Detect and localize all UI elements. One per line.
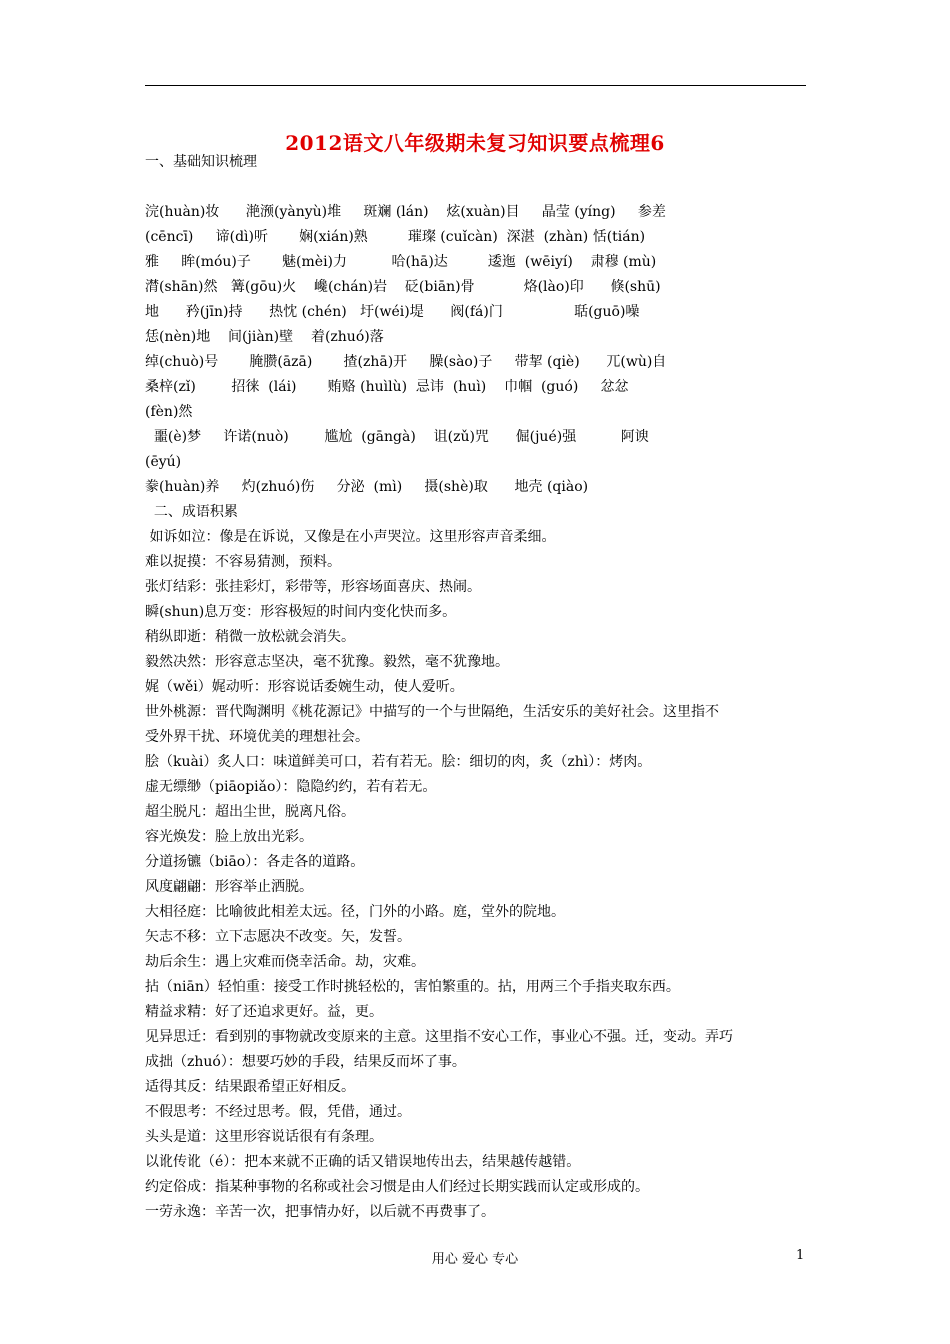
pinyin-block — [145, 200, 806, 500]
idiom-line: 脍（kuài）炙人口：味道鲜美可口，若有若无。脍：细切的肉，炙（zhì）：烤肉。 — [145, 754, 652, 770]
idiom-line: 世外桃源：晋代陶渊明《桃花源记》中描写的一个与世隔绝，生活安乐的美好社会。这里指不 — [145, 704, 719, 720]
idiom-line: 如诉如泣：像是在诉说，又像是在小声哭泣。这里形容声音柔细。 — [145, 529, 556, 545]
idiom-line: 难以捉摸：不容易猜测，预料。 — [145, 554, 341, 570]
idiom-line: 劫后余生：遇上灾难而侥幸活命。劫，灾难。 — [145, 954, 425, 970]
idiom-line: 适得其反：结果跟希望正好相反。 — [145, 1079, 355, 1095]
section-heading-basics: 一、基础知识梳理 — [145, 154, 257, 170]
idiom-line: 瞬(shun)息万变：形容极短的时间内变化快而多。 — [145, 604, 457, 620]
pinyin-line: 潸(shān)然 篝(gōu)火 巉(chán)岩 砭(biān)骨 烙(lào)印 倏(shū) — [145, 279, 661, 295]
pinyin-line: 绰(chuò)号 腌臜(āzā) 揸(zhā)开 臊(sào)子 带挈 (qiè) 兀(wù)自 — [145, 354, 667, 370]
pinyin-line: 地 矜(jīn)持 热忱 (chén) 圩(wéi)堤 阀(fá)门 聒(guō)噪 — [145, 304, 640, 320]
idiom-line: 超尘脱凡：超出尘世，脱离凡俗。 — [145, 804, 355, 820]
idiom-line: 大相径庭：比喻彼此相差太远。径，门外的小路。庭，堂外的院地。 — [145, 904, 565, 920]
idiom-block — [145, 525, 806, 1225]
idiom-line: 风度翩翩：形容举止洒脱。 — [145, 879, 313, 895]
idiom-line: 成拙（zhuó）：想要巧妙的手段，结果反而坏了事。 — [145, 1054, 466, 1070]
idiom-line: 容光焕发：脸上放出光彩。 — [145, 829, 313, 845]
idiom-line: 约定俗成：指某种事物的名称或社会习惯是由人们经过长期实践而认定或形成的。 — [145, 1179, 649, 1195]
idiom-line: 受外界干扰、环境优美的理想社会。 — [145, 729, 369, 745]
document-body — [145, 150, 806, 1225]
page-footer: 用心 爱心 专心 — [431, 1252, 519, 1267]
pinyin-line: 雅 眸(móu)子 魅(mèi)力 哈(hā)达 逶迤 (wēiyí) 肃穆 (mù) — [145, 254, 657, 270]
idiom-line: 精益求精：好了还追求更好。益，更。 — [145, 1004, 383, 1020]
idiom-line: 头头是道：这里形容说话很有有条理。 — [145, 1129, 383, 1145]
pinyin-line: (ēyú) — [145, 454, 182, 470]
header-rule — [145, 85, 806, 86]
idiom-line: 拈（niān）轻怕重：接受工作时挑轻松的，害怕繁重的。拈，用两三个手指夹取东西。 — [145, 979, 680, 995]
pinyin-line: 恁(nèn)地 间(jiàn)壁 着(zhuó)落 — [145, 329, 384, 345]
idiom-line: 以讹传讹（é）：把本来就不正确的话又错误地传出去，结果越传越错。 — [145, 1154, 581, 1170]
section-heading-idioms: 二、成语积累 — [145, 504, 238, 520]
idiom-line: 毅然决然：形容意志坚决，毫不犹豫。毅然，毫不犹豫地。 — [145, 654, 509, 670]
pinyin-line: (fèn)然 — [145, 404, 193, 420]
pinyin-line: 噩(è)梦 许诺(nuò) 尴尬 (gāngà) 诅(zǔ)咒 倔(jué)强 阿谀 — [145, 429, 649, 445]
page-number: 1 — [796, 1248, 805, 1263]
pinyin-line: 桑梓(zǐ) 招徕 (lái) 贿赂 (huìlù) 忌讳 (huì) 巾帼 (guó) 忿忿 — [145, 379, 629, 395]
idiom-line: 矢志不移：立下志愿决不改变。矢，发誓。 — [145, 929, 411, 945]
idiom-line: 一劳永逸：辛苦一次，把事情办好，以后就不再费事了。 — [145, 1204, 495, 1220]
idiom-line: 不假思考：不经过思考。假，凭借，通过。 — [145, 1104, 411, 1120]
pinyin-line: 豢(huàn)养 灼(zhuó)伤 分泌 (mì) 摄(shè)取 地壳 (qiào) — [145, 479, 589, 495]
idiom-line: 张灯结彩：张挂彩灯，彩带等，形容场面喜庆、热闹。 — [145, 579, 481, 595]
blank-line — [145, 175, 806, 200]
idiom-line: 娓（wěi）娓动听：形容说话委婉生动，使人爱听。 — [145, 679, 464, 695]
pinyin-line: 浣(huàn)妆 滟滪(yànyù)堆 斑斓 (lán) 炫(xuàn)目 晶莹 (yíng) 参差 — [145, 204, 666, 220]
document-title: 2012语文八年级期未复习知识要点梳理6 — [285, 131, 665, 155]
idiom-line: 分道扬镳（biāo）：各走各的道路。 — [145, 854, 365, 870]
idiom-line: 虚无缥缈（piāopiǎo）：隐隐约约，若有若无。 — [145, 779, 437, 795]
pinyin-line: (cēncī) 谛(dì)听 娴(xián)熟 璀璨 (cuǐcàn) 深湛 (zhàn) 恬(tián) — [145, 229, 646, 245]
idiom-line: 见异思迁：看到别的事物就改变原来的主意。这里指不安心工作，事业心不强。迁，变动。弄巧 — [145, 1029, 733, 1045]
idiom-line: 稍纵即逝：稍微一放松就会消失。 — [145, 629, 355, 645]
